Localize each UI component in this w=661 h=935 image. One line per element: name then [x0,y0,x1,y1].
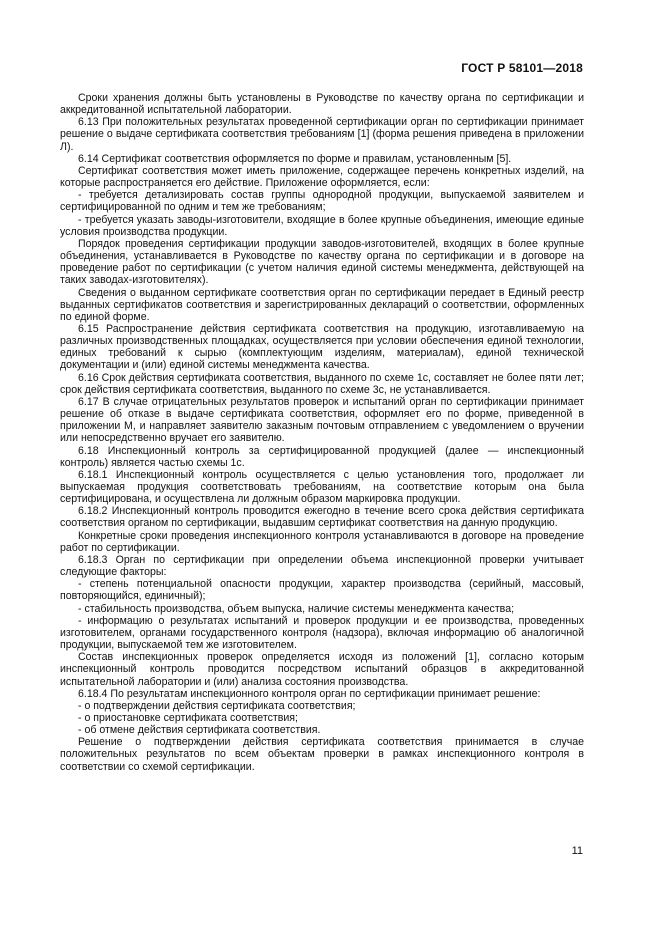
paragraph: 6.18 Инспекционный контроль за сертифицированной продукцией (далее — инспекционный контроль) является частью схемы 1с. [60,444,584,469]
paragraph: Конкретные сроки проведения инспекционного контроля устанавливаются в договоре на проведение работ по сертификации. [60,529,584,554]
list-item: - требуется указать заводы-изготовители, входящие в более крупные объединения, имеющие единые условия производства продукции. [60,213,584,238]
document-header [461,61,583,75]
page-footer [572,845,583,857]
paragraph: 6.16 Срок действия сертификата соответствия, выданного по схеме 1с, составляет не более пяти лет; срок действия сертификата соответствия, выданного по схеме 3с, не устанавливается. [60,371,584,396]
paragraph: 6.18.1 Инспекционный контроль осуществляется с целью установления того, продолжает ли выпускаемая продукция соответствовать требованиям, на соответствие которым она была сертифицирована, и осуществлена ли должным образом маркировка продукции. [60,468,584,506]
list-item: - стабильность производства, объем выпуска, наличие системы менеджмента качества; [78,602,515,615]
paragraph: 6.14 Сертификат соответствия оформляется по форме и правилам, установленным [5]. [78,152,512,165]
list-item: - о приостановке сертификата соответствия; [78,711,298,724]
list-item: - степень потенциальной опасности продукции, характер производства (серийный, массовый, повторяющийся, единичный); [60,578,584,603]
paragraph: Решение о подтверждении действия сертификата соответствия принимается в случае положительных результатов по всем объектам проверки в рамках инспекционного контроля в соответствии со схемой сертификации. [60,736,584,773]
paragraph: Порядок проведения сертификации продукции заводов-изготовителей, входящих в более крупные объединения, устанавливается в Руководстве по качеству органа по сертификации и в договоре на проведение работ по сертификации (с учетом наличия единой системы менеджмента, действующей на таких заводах-изготовителях). [60,237,584,287]
page-number: 11 [571,845,583,857]
paragraph: 6.18.3 Орган по сертификации при определении объема инспекционной проверки учитывает следующие факторы: [60,553,584,579]
paragraph: 6.18.4 По результатам инспекционного контроля орган по сертификации принимает решение: [78,687,541,700]
standard-designation: ГОСТ Р 58101—2018 [461,61,583,75]
list-item: - требуется детализировать состав группы однородной продукции, выпускаемой заявителем и сертифицированной по одним и тем же требованиям; [60,189,584,214]
list-item: - об отмене действия сертификата соответствия. [78,724,321,737]
paragraph: Сведения о выданном сертификате соответствия орган по сертификации передает в Единый реестр выданных сертификатов соответствия и зарегистрированных деклараций о соответствии, оформленных по единой форме. [60,286,584,323]
paragraph: Сроки хранения должны быть установлены в Руководстве по качеству органа по сертификации и аккредитованной испытательной лаборатории. [60,92,584,117]
paragraph: 6.18.2 Инспекционный контроль проводится ежегодно в течение всего срока действия сертификата соответствия органом по сертификации, выдавшим сертификат соответствия на данную продукцию. [60,505,584,530]
paragraph: 6.17 В случае отрицательных результатов проверок и испытаний орган по сертификации принимает решение об отказе в выдаче сертификата соответствия, оформляет его по форме, приведенной в приложении М, и направляет заявителю заказным почтовым отправлением с уведомлением о вручении или непосредственно вручает его заявителю. [60,395,584,445]
paragraph: 6.13 При положительных результатах проведенной сертификации орган по сертификации принимает решение о выдаче сертификата соответствия требованиям [1] (форма решения приведена в приложении Л). [60,116,584,153]
paragraph: Состав инспекционных проверок определяется исходя из положений [1], согласно которым инспекционный контроль проводится посредством испытаний образцов в аккредитованной испытательной лаборатории и (или) анализа состояния производства. [60,651,584,688]
paragraph: 6.15 Распространение действия сертификата соответствия на продукцию, изготавливаемую на различных производственных площадках, осуществляется при условии обеспечения единой технологии, единых требований к сырью (комплектующим изделиям, материалам), единой технической документации и (или) единой системы менеджмента качества. [60,322,584,372]
document-body [60,92,584,773]
list-item: - информацию о результатах испытаний и проверок продукции и ее производства, проведенных изготовителем, органами государственного контроля (надзора), включая информацию об аналогичной продукции, выпускаемой тем же изготовителем. [60,614,584,652]
paragraph: Сертификат соответствия может иметь приложение, содержащее перечень конкретных изделий, на которые распространяется его действие. Приложение оформляется, если: [60,164,584,190]
list-item: - о подтверждении действия сертификата соответствия; [78,699,356,712]
